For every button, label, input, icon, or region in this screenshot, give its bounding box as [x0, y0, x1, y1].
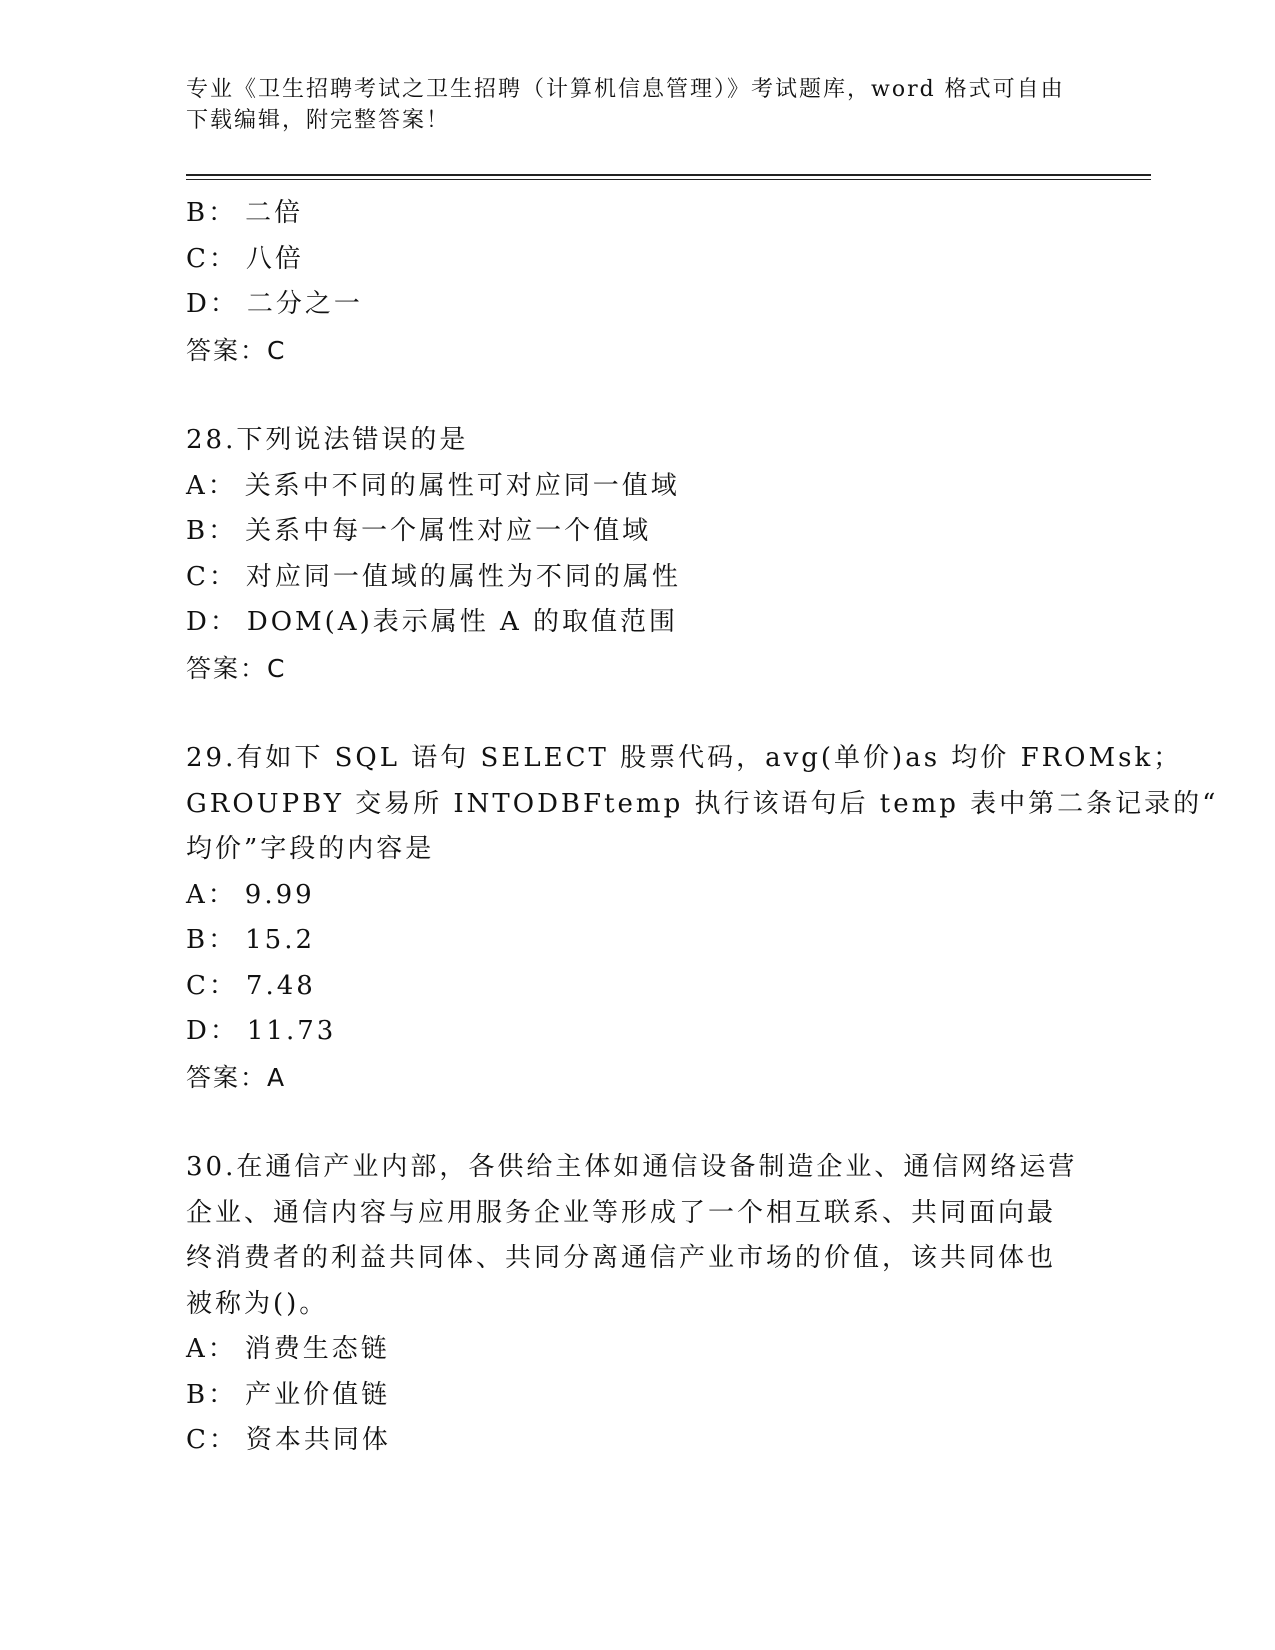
question-28 [186, 418, 1086, 691]
answer-line: 答案：A [186, 1062, 287, 1092]
option-label: D： [186, 607, 239, 637]
prev-question-block [186, 191, 1086, 373]
header-divider-thin [186, 179, 1151, 180]
option-label: A： [186, 1334, 237, 1364]
option-label: C： [186, 970, 238, 1001]
question-30 [186, 1145, 1086, 1464]
page-header [186, 74, 1066, 136]
option-c [186, 1418, 1086, 1464]
option-text: 15.2 [245, 925, 315, 955]
option-label: B： [186, 925, 238, 955]
option-text: 八倍 [245, 243, 304, 274]
option-b [186, 918, 1086, 964]
option-label: B： [186, 198, 238, 228]
option-b [186, 509, 1086, 555]
option-label: C： [186, 561, 238, 592]
option-text: 关系中每一个属性对应一个值域 [245, 516, 652, 546]
option-label: D： [186, 1016, 239, 1046]
question-text-line: 企业、通信内容与应用服务企业等形成了一个相互联系、共同面向最 [186, 1197, 1057, 1228]
option-text: 二分之一 [246, 289, 363, 319]
option-label: B： [186, 516, 238, 546]
question-text-line: 29.有如下 SQL 语句 SELECT 股票代码，avg(单价)as 均价 FROMsk； [186, 743, 1183, 773]
question-text-line: 30.在通信产业内部，各供给主体如通信设备制造企业、通信网络运营 [186, 1152, 1078, 1182]
option-text: 9.99 [244, 879, 315, 910]
option-label: D： [186, 289, 239, 319]
option-label: B： [186, 1379, 238, 1410]
option-text: 11.73 [246, 1016, 337, 1046]
option-label: C： [186, 243, 238, 274]
option-c [186, 964, 1086, 1010]
answer-line: 答案：C [186, 653, 287, 683]
option-text: 关系中不同的属性可对应同一值域 [244, 470, 680, 501]
question-text: 28.下列说法错误的是 [186, 425, 469, 455]
question-text-line: 均价”字段的内容是 [186, 834, 435, 864]
option-label: C： [186, 1425, 238, 1455]
option-text: DOM(A)表示属性 A 的取值范围 [246, 607, 679, 637]
option-d [186, 282, 1086, 328]
question-29 [186, 736, 1219, 1100]
header-divider-thick [186, 174, 1151, 176]
option-text: 7.48 [245, 970, 316, 1001]
option-c [186, 237, 1086, 283]
option-d [186, 1009, 1086, 1055]
question-text-line: 终消费者的利益共同体、共同分离通信产业市场的价值，该共同体也 [186, 1243, 1057, 1273]
question-text-line: GROUPBY 交易所 INTODBFtemp 执行该语句后 temp 表中第二条记录的“ [186, 788, 1219, 819]
document-body [186, 191, 1219, 1464]
option-c [186, 555, 1086, 601]
option-text: 对应同一值域的属性为不同的属性 [245, 561, 681, 592]
question-text-line: 被称为()。 [186, 1288, 329, 1319]
option-b [186, 191, 1086, 237]
header-text: 专业《卫生招聘考试之卫生招聘（计算机信息管理）》考试题库，word 格式可自由下载编辑，附完整答案！ [186, 77, 1065, 133]
option-text: 资本共同体 [245, 1425, 391, 1455]
option-d [186, 600, 1086, 646]
option-text: 消费生态链 [244, 1334, 390, 1364]
option-text: 二倍 [245, 198, 304, 228]
option-a [186, 464, 1086, 510]
option-b [186, 1373, 1086, 1419]
option-a [186, 1327, 1086, 1373]
option-text: 产业价值链 [245, 1379, 391, 1410]
option-label: A： [186, 879, 237, 910]
option-a [186, 873, 1086, 919]
answer-line: 答案：C [186, 335, 287, 365]
option-label: A： [186, 470, 237, 501]
